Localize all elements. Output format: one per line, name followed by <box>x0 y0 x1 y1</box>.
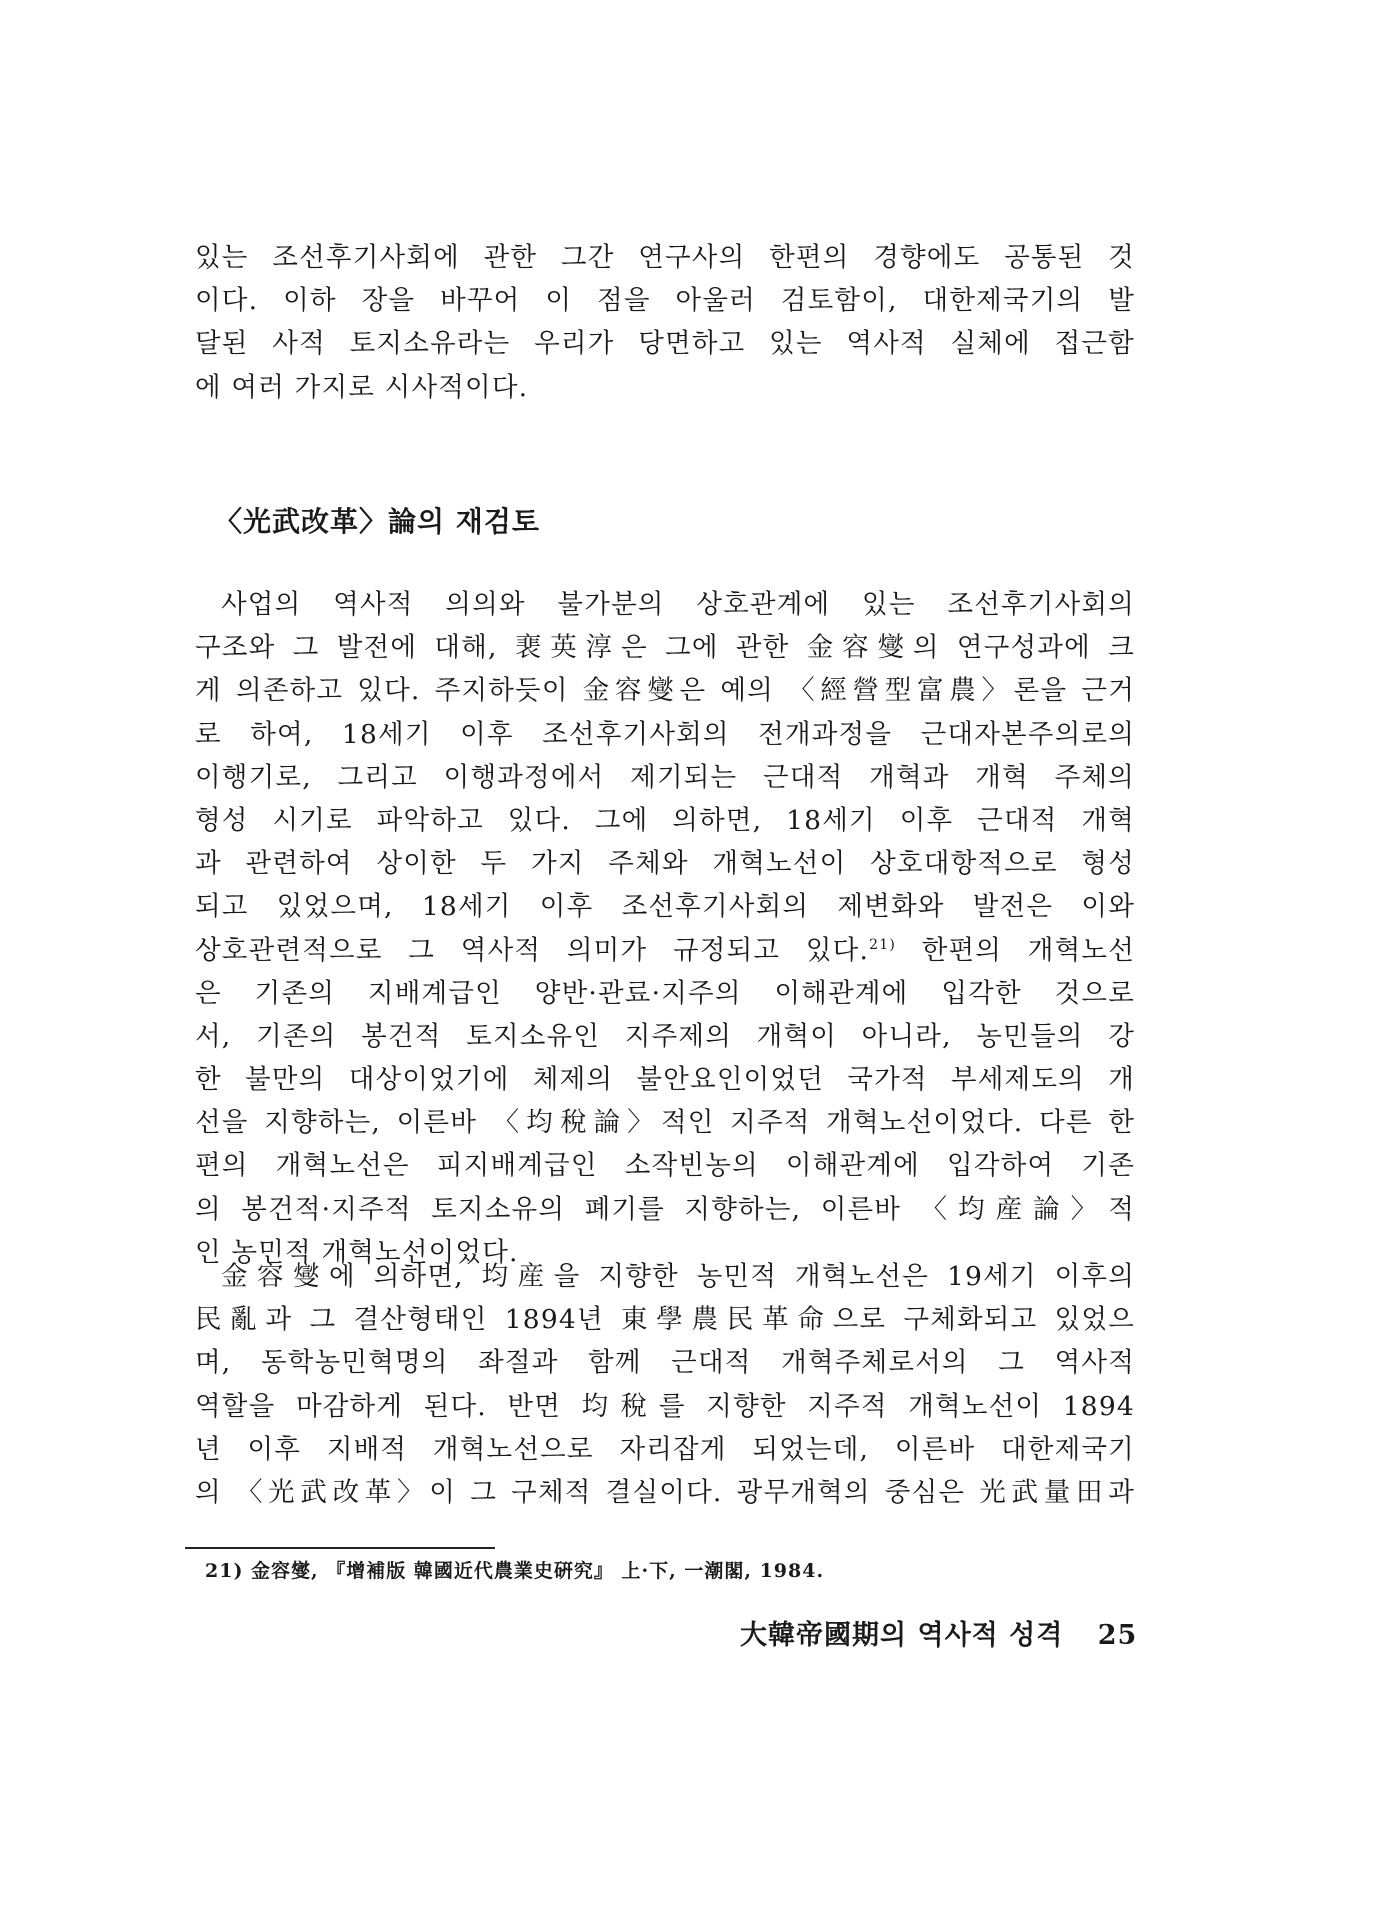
text-line: 民亂과 그 결산형태인 1894년 東學農民革命으로 구체화되고 있었으 <box>195 1304 1135 1336</box>
text-line: 며, 동학농민혁명의 좌절과 함께 근대적 개혁주체로서의 그 역사적 <box>195 1347 1135 1379</box>
text-line: 의 봉건적·지주적 토지소유의 폐기를 지향하는, 이른바 〈均産論〉적 <box>195 1193 1135 1225</box>
text-segment: 한편의 개혁노선 <box>896 934 1135 966</box>
text-line: 로 하여, 18세기 이후 조선후기사회의 전개과정을 근대자본주의로의 <box>195 718 1135 750</box>
text-segment: 상호관련적으로 그 역사적 의미가 규정되고 있다. <box>195 934 870 966</box>
text-line: 서, 기존의 봉건적 토지소유인 지주제의 개혁이 아니라, 농민들의 강 <box>195 1020 1135 1052</box>
intro-paragraph <box>195 236 1135 409</box>
text-line: 구조와 그 발전에 대해, 裵英淳은 그에 관한 金容燮의 연구성과에 크 <box>195 632 1135 664</box>
text-line: 게 의존하고 있다. 주지하듯이 金容燮은 예의 〈經營型富農〉론을 근거 <box>195 675 1135 707</box>
text-line: 이다. 이하 장을 바꾸어 이 점을 아울러 검토함이, 대한제국기의 발 <box>195 285 1135 317</box>
section-heading: 〈光武改革〉論의 재검토 <box>214 505 540 538</box>
text-line-with-footnote <box>195 929 1135 972</box>
text-line: 에 여러 가지로 시사적이다. <box>195 371 529 403</box>
running-footer <box>740 1616 1137 1656</box>
text-line: 선을 지향하는, 이른바 〈均稅論〉적인 지주적 개혁노선이었다. 다른 한 <box>195 1107 1135 1139</box>
text-line: 역할을 마감하게 된다. 반면 均稅를 지향한 지주적 개혁노선이 1894 <box>195 1390 1135 1422</box>
body-paragraph-1 <box>195 583 1135 1274</box>
text-line: 년 이후 지배적 개혁노선으로 자리잡게 되었는데, 이른바 대한제국기 <box>195 1433 1135 1465</box>
text-line: 달된 사적 토지소유라는 우리가 당면하고 있는 역사적 실체에 접근함 <box>195 328 1135 360</box>
footnote: 21) 金容燮, 『增補版 韓國近代農業史硏究』 上·下, 一潮閣, 1984. <box>205 1560 825 1582</box>
text-line: 이행기로, 그리고 이행과정에서 제기되는 근대적 개혁과 개혁 주체의 <box>195 761 1135 793</box>
text-line: 되고 있었으며, 18세기 이후 조선후기사회의 제변화와 발전은 이와 <box>195 891 1135 923</box>
footnote-reference: 21) <box>869 936 896 953</box>
text-line: 의 〈光武改革〉이 그 구체적 결실이다. 광무개혁의 중심은 光武量田과 <box>195 1476 1135 1508</box>
page-number: 25 <box>1097 1620 1138 1651</box>
body-paragraph-2 <box>195 1255 1135 1514</box>
text-line: 은 기존의 지배계급인 양반·관료·지주의 이해관계에 입각한 것으로 <box>195 977 1135 1009</box>
text-line: 편의 개혁노선은 피지배계급인 소작빈농의 이해관계에 입각하여 기존 <box>195 1150 1135 1182</box>
text-line: 한 불만의 대상이었기에 체제의 불안요인이었던 국가적 부세제도의 개 <box>195 1064 1135 1096</box>
text-line: 과 관련하여 상이한 두 가지 주체와 개혁노선이 상호대항적으로 형성 <box>195 848 1135 880</box>
text-line: 사업의 역사적 의의와 불가분의 상호관계에 있는 조선후기사회의 <box>221 589 1135 620</box>
text-line: 金容燮에 의하면, 均産을 지향한 농민적 개혁노선은 19세기 이후의 <box>221 1261 1135 1292</box>
text-line: 있는 조선후기사회에 관한 그간 연구사의 한편의 경향에도 공통된 것 <box>195 242 1135 273</box>
text-line: 인 농민적 개혁노선이었다. <box>195 1236 519 1268</box>
text-line: 형성 시기로 파악하고 있다. 그에 의하면, 18세기 이후 근대적 개혁 <box>195 804 1135 836</box>
running-title: 大韓帝國期의 역사적 성격 <box>740 1620 1064 1651</box>
footnote-divider <box>185 1547 495 1549</box>
